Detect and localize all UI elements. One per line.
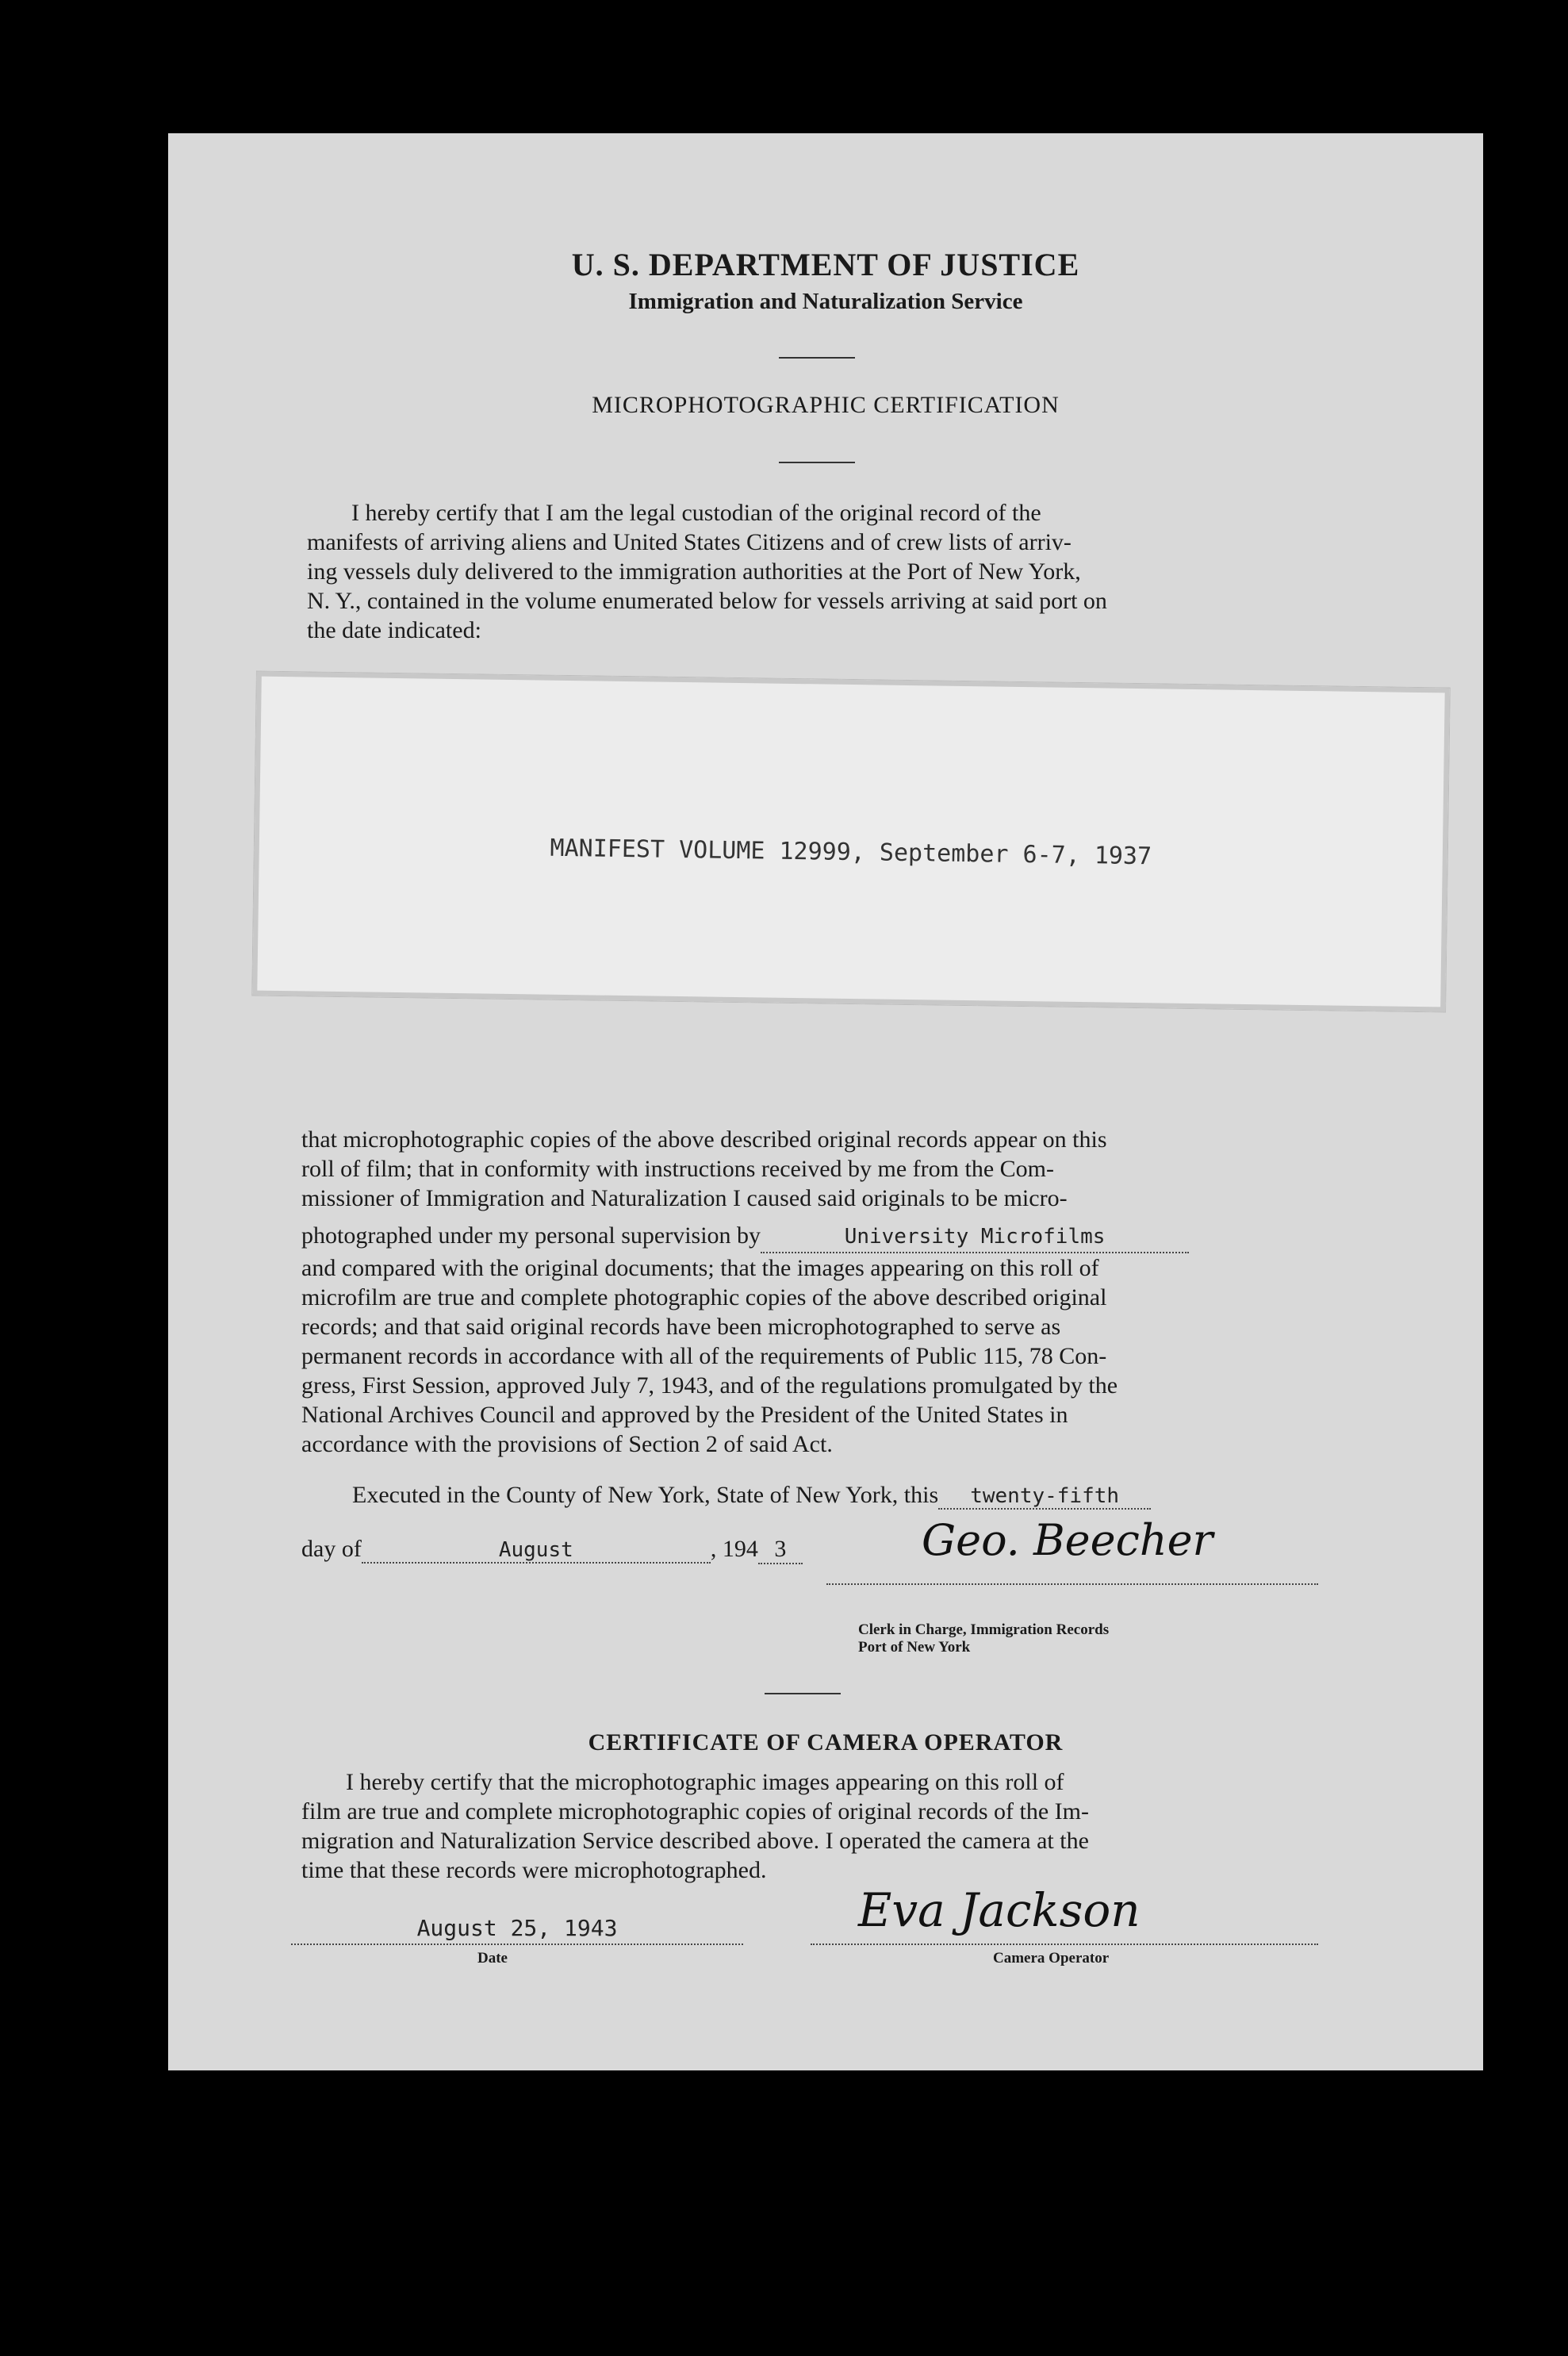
execution-line [352, 1482, 1151, 1510]
operator-cert-paragraph [301, 1767, 1332, 1885]
body-paragraph [301, 1125, 1332, 1459]
body-line: missioner of Immigration and Naturalization I caused said originals to be micro- [301, 1185, 1068, 1211]
service-subtitle: Immigration and Naturalization Service [628, 289, 1023, 314]
operator-line: migration and Naturalization Service described above. I operated the camera at the [301, 1828, 1089, 1854]
execution-day-fill: twenty-fifth [938, 1484, 1151, 1510]
divider-bottom [765, 1693, 841, 1694]
operator-date-fill: August 25, 1943 [416, 1915, 618, 1941]
operator-date-line [291, 1907, 743, 1945]
year-prefix: , 194 [710, 1536, 758, 1562]
intro-line: ing vessels duly delivered to the immigration authorities at the Port of New York, [307, 558, 1081, 585]
body-line: accordance with the provisions of Section 2 of said Act. [301, 1431, 833, 1457]
body-line: permanent records in accordance with all of the requirements of Public 115, 78 Con- [301, 1343, 1107, 1369]
clerk-signature-line [826, 1515, 1318, 1585]
divider-top [779, 357, 855, 359]
clerk-title [858, 1621, 1109, 1656]
divider-middle [779, 462, 855, 463]
intro-line: the date indicated: [307, 617, 481, 643]
manifest-volume-slip [251, 671, 1451, 1013]
execution-date-line [301, 1536, 803, 1564]
operator-cert-heading: CERTIFICATE OF CAMERA OPERATOR [588, 1729, 1064, 1755]
supervisor-fill: University Microfilms [761, 1222, 1189, 1253]
month-fill: August [362, 1538, 711, 1564]
operator-signature: Eva Jackson [858, 1883, 1141, 1937]
intro-paragraph [307, 498, 1338, 645]
operator-date-label: Date [477, 1950, 508, 1967]
execution-prefix: Executed in the County of New York, State of New York, this [352, 1482, 939, 1508]
operator-line: time that these records were microphotographed. [301, 1857, 767, 1883]
body-line: roll of film; that in conformity with instructions received by me from the Com- [301, 1156, 1054, 1182]
clerk-title-line: Port of New York [858, 1639, 971, 1656]
day-of-label: day of [301, 1536, 362, 1562]
operator-signature-line [811, 1883, 1318, 1945]
clerk-signature: Geo. Beecher [922, 1515, 1213, 1565]
document-title: MICROPHOTOGRAPHIC CERTIFICATION [592, 392, 1060, 418]
operator-line: film are true and complete microphotographic copies of original records of the Im- [301, 1798, 1089, 1825]
body-line: records; and that said original records have been microphotographed to serve as [301, 1314, 1061, 1340]
intro-line: manifests of arriving aliens and United States Citizens and of crew lists of arriv- [307, 529, 1072, 555]
body-line: National Archives Council and approved by the President of the United States in [301, 1402, 1068, 1428]
body-line: and compared with the original documents; that the images appearing on this roll of [301, 1255, 1099, 1281]
body-line: gress, First Session, approved July 7, 1943, and of the regulations promulgated by the [301, 1372, 1118, 1399]
agency-title: U. S. DEPARTMENT OF JUSTICE [571, 247, 1080, 282]
supervisor-prefix: photographed under my personal supervision by [301, 1222, 761, 1249]
clerk-title-line: Clerk in Charge, Immigration Records [858, 1621, 1110, 1638]
year-fill: 3 [758, 1536, 803, 1564]
body-line-supervisor [301, 1221, 1332, 1253]
body-line: that microphotographic copies of the above described original records appear on this [301, 1126, 1107, 1153]
intro-line: I hereby certify that I am the legal custodian of the original record of the [351, 500, 1041, 526]
operator-label: Camera Operator [993, 1950, 1110, 1967]
operator-line: I hereby certify that the microphotographic images appearing on this roll of [346, 1769, 1064, 1795]
manifest-volume-text: MANIFEST VOLUME 12999, September 6-7, 1937 [550, 834, 1152, 871]
certificate-page [168, 133, 1483, 2070]
intro-line: N. Y., contained in the volume enumerated below for vessels arriving at said port on [307, 588, 1107, 614]
body-line: microfilm are true and complete photographic copies of the above described original [301, 1284, 1107, 1310]
